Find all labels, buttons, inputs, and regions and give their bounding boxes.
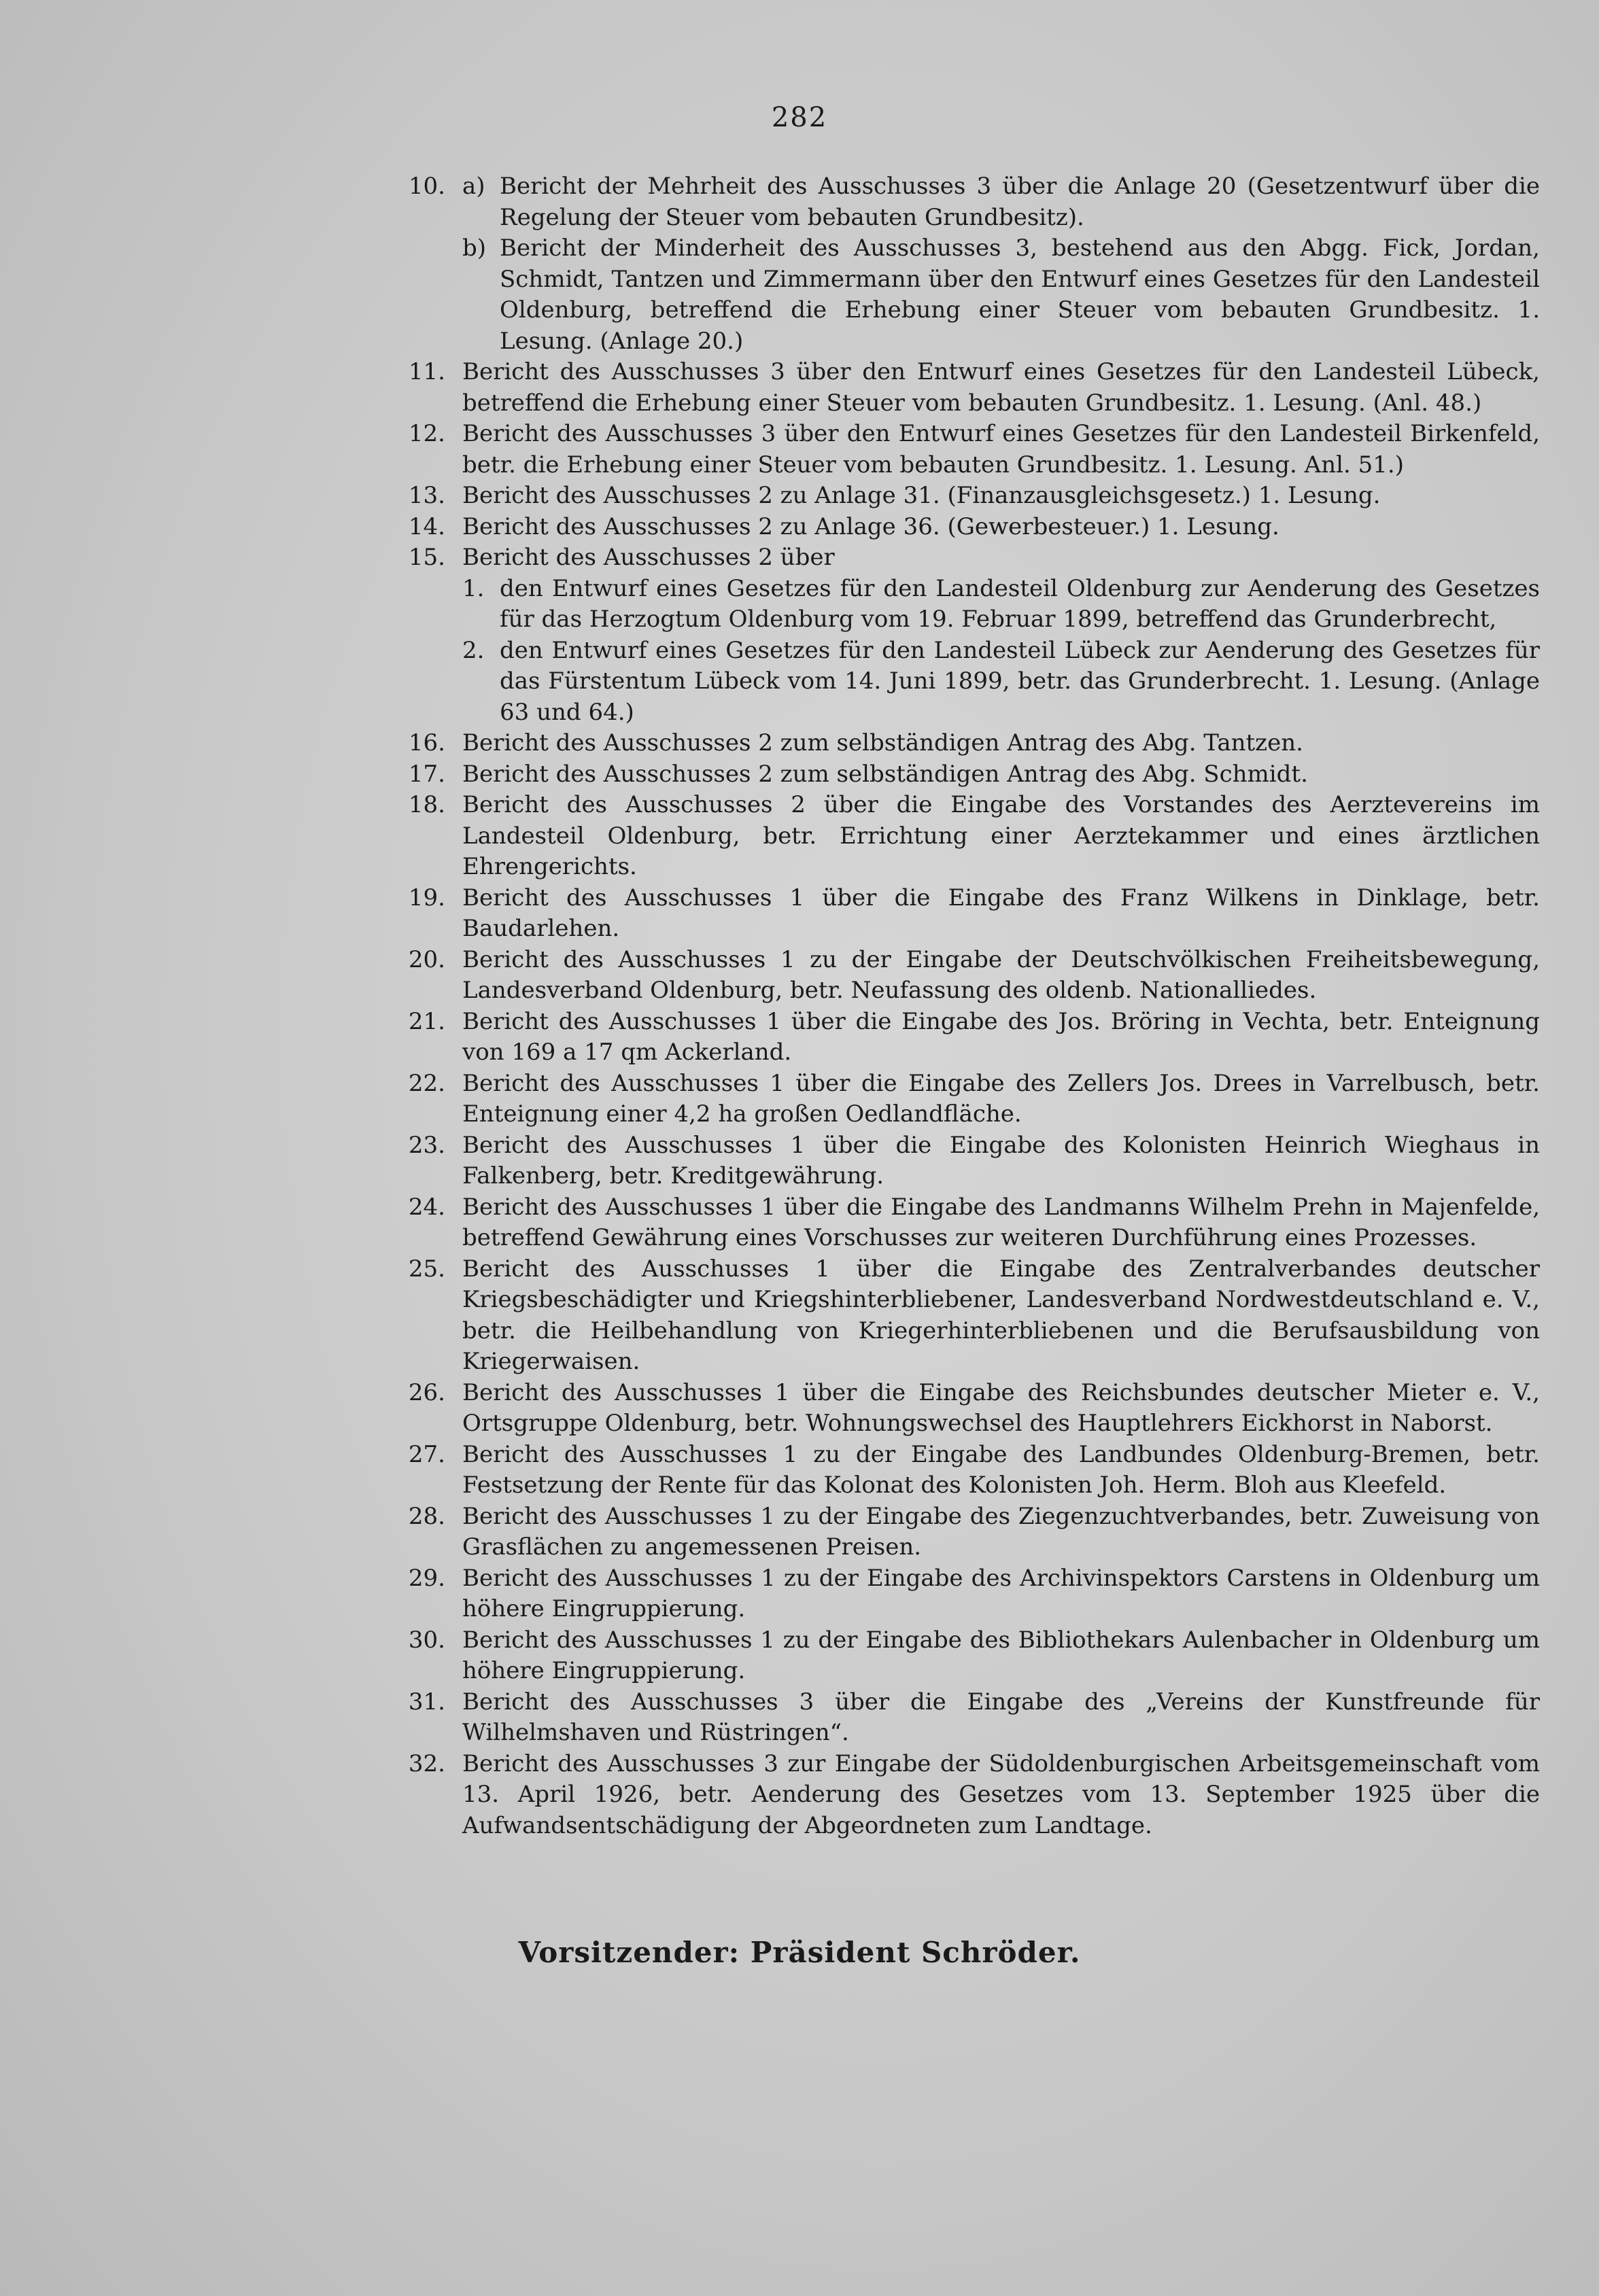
item-number: 17. — [408, 760, 445, 788]
agenda-item — [391, 1254, 1540, 1378]
item-number: 18. — [408, 791, 445, 818]
item-text: Bericht des Ausschusses 1 zu der Eingabe des Archivinspektors Carstens in Oldenburg um höhere Eingruppierung. — [462, 1564, 1540, 1622]
item-text: Bericht des Ausschusses 1 über die Eingabe des Reichsbundes deutscher Mieter e. V., Ortsgruppe Oldenburg, betr. Wohnungswechsel des Hauptlehrers Eickhorst in Naborst. — [462, 1378, 1540, 1437]
sub-item — [462, 171, 1540, 233]
item-text: Bericht des Ausschusses 2 zum selbständigen Antrag des Abg. Tantzen. — [462, 729, 1303, 756]
item-number: 21. — [408, 1007, 445, 1035]
agenda-item — [391, 542, 1540, 728]
item-number: 27. — [408, 1440, 445, 1468]
agenda-item — [391, 1749, 1540, 1842]
item-text: Bericht des Ausschusses 1 zu der Eingabe des Ziegenzuchtverbandes, betr. Zuweisung von Grasflächen zu angemessenen Preisen. — [462, 1502, 1540, 1561]
agenda-item — [391, 1068, 1540, 1130]
agenda-item — [391, 1007, 1540, 1068]
item-text: Bericht des Ausschusses 3 über die Eingabe des „Vereins der Kunstfreunde für Wilhelmshaven und Rüstringen“. — [462, 1688, 1540, 1746]
sub-item-text: den Entwurf eines Gesetzes für den Landesteil Oldenburg zur Aenderung des Gesetzes für das Herzogtum Oldenburg vom 19. Februar 1899, betreffend das Grunderbrecht, — [500, 574, 1540, 633]
sub-item-text: Bericht der Mehrheit des Ausschusses 3 über die Anlage 20 (Gesetzentwurf über die Regelung der Steuer vom bebauten Grundbesitz). — [500, 173, 1540, 231]
item-number: 29. — [408, 1564, 445, 1592]
item-text: Bericht des Ausschusses 1 über die Eingabe des Landmanns Wilhelm Prehn in Majenfelde, betreffend Gewährung eines Vorschusses zur weiteren Durchführung eines Prozesses. — [462, 1193, 1540, 1251]
item-text: Bericht des Ausschusses 1 zu der Eingabe des Landbundes Oldenburg-Bremen, betr. Festsetzung der Rente für das Kolonat des Kolonisten Joh. Herm. Bloh aus Kleefeld. — [462, 1440, 1540, 1499]
agenda-item — [391, 790, 1540, 883]
item-text: Bericht des Ausschusses 1 zu der Eingabe der Deutschvölkischen Freiheitsbewegung, Landesverband Oldenburg, betr. Neufassung des oldenb. Nationalliedes. — [462, 945, 1540, 1004]
sub-item — [462, 636, 1540, 729]
item-text: Bericht des Ausschusses 2 über die Eingabe des Vorstandes des Aerztevereins im Landesteil Oldenburg, betr. Errichtung einer Aerztekammer und eines ärztlichen Ehrengerichts. — [462, 791, 1540, 880]
item-text: Bericht des Ausschusses 2 zu Anlage 31. (Finanzausgleichsgesetz.) 1. Lesung. — [462, 482, 1381, 509]
agenda-item — [391, 945, 1540, 1007]
item-number: 19. — [408, 884, 445, 911]
item-text: Bericht des Ausschusses 1 über die Eingabe des Zentralverbandes deutscher Kriegsbeschädigter und Kriegshinterbliebener, Landesverband Nordwestdeutschland e. V., betr. die Heilbehandlung von Kriegerhinterbliebenen und die Berufsausbildung von Kriegerwaisen. — [462, 1255, 1540, 1375]
item-number: 25. — [408, 1255, 445, 1283]
agenda-item — [391, 481, 1540, 512]
item-text: Bericht des Ausschusses 1 über die Eingabe des Zellers Jos. Drees in Varrelbusch, betr. Enteignung einer 4,2 ha großen Oedlandfläche. — [462, 1069, 1540, 1128]
agenda-item — [391, 419, 1540, 481]
agenda-item — [391, 357, 1540, 419]
item-number: 12. — [408, 420, 445, 447]
item-number: 20. — [408, 945, 445, 973]
item-text: Bericht des Ausschusses 2 zu Anlage 36. (Gewerbesteuer.) 1. Lesung. — [462, 512, 1279, 540]
item-number: 16. — [408, 729, 445, 756]
item-number: 31. — [408, 1688, 445, 1716]
sub-item — [462, 233, 1540, 357]
item-number: 26. — [408, 1378, 445, 1406]
item-text: Bericht des Ausschusses 1 über die Eingabe des Jos. Bröring in Vechta, betr. Enteignung von 169 a 17 qm Ackerland. — [462, 1007, 1540, 1066]
sub-item-label: 1. — [462, 574, 485, 602]
item-number: 22. — [408, 1069, 445, 1097]
item-text: Bericht des Ausschusses 1 über die Eingabe des Franz Wilkens in Dinklage, betr. Baudarlehen. — [462, 884, 1540, 942]
agenda-item — [391, 171, 1540, 357]
item-text: Bericht des Ausschusses 3 über den Entwurf eines Gesetzes für den Landesteil Birkenfeld, betr. die Erhebung einer Steuer vom bebauten Grundbesitz. 1. Lesung. Anl. 51.) — [462, 420, 1540, 479]
sub-item-label: a) — [462, 173, 485, 200]
agenda-item — [391, 1192, 1540, 1254]
item-text: Bericht des Ausschusses 2 über — [462, 544, 835, 571]
agenda-item — [391, 1440, 1540, 1501]
agenda-item — [391, 759, 1540, 790]
agenda-item — [391, 1130, 1540, 1192]
agenda-item — [391, 1625, 1540, 1687]
item-text: Bericht des Ausschusses 2 zum selbständigen Antrag des Abg. Schmidt. — [462, 760, 1308, 788]
item-number: 24. — [408, 1193, 445, 1221]
item-number: 13. — [408, 482, 445, 509]
agenda-item — [391, 883, 1540, 945]
sub-item-label: 2. — [462, 636, 485, 664]
agenda-item — [391, 1687, 1540, 1749]
sub-item-text: Bericht der Minderheit des Ausschusses 3, bestehend aus den Abgg. Fick, Jordan, Schmidt, Tantzen und Zimmermann über den Entwurf eines Gesetzes für den Landesteil Oldenburg, betreffend die Erhebung einer Steuer vom bebauten Grundbesitz. 1. Lesung. (Anlage 20.) — [500, 234, 1540, 355]
agenda-item — [391, 1501, 1540, 1563]
item-text: Bericht des Ausschusses 1 über die Eingabe des Kolonisten Heinrich Wieghaus in Falkenberg, betr. Kreditgewährung. — [462, 1131, 1540, 1189]
item-text: Bericht des Ausschusses 1 zu der Eingabe des Bibliothekars Aulenbacher in Oldenburg um höhere Eingruppierung. — [462, 1626, 1540, 1684]
item-text: Bericht des Ausschusses 3 über den Entwurf eines Gesetzes für den Landesteil Lübeck, betreffend die Erhebung einer Steuer vom bebauten Grundbesitz. 1. Lesung. (Anl. 48.) — [462, 358, 1540, 417]
item-number: 14. — [408, 512, 445, 540]
item-number: 32. — [408, 1750, 445, 1777]
item-text: Bericht des Ausschusses 3 zur Eingabe der Südoldenburgischen Arbeitsgemeinschaft vom 13. April 1926, betr. Aenderung des Gesetzes vom 13. September 1925 über die Aufwandsentschädigung der Abgeordneten zum Landtage. — [462, 1750, 1540, 1839]
agenda-item — [391, 1378, 1540, 1440]
chair-line: Vorsitzender: Präsident Schröder. — [518, 1936, 1081, 1969]
agenda-item — [391, 728, 1540, 759]
agenda-item — [391, 1563, 1540, 1625]
agenda-item — [391, 512, 1540, 543]
sub-item — [462, 574, 1540, 636]
item-number: 15. — [408, 544, 445, 571]
item-number: 23. — [408, 1131, 445, 1159]
sub-item-text: den Entwurf eines Gesetzes für den Landesteil Lübeck zur Aenderung des Gesetzes für das Fürstentum Lübeck vom 14. Juni 1899, betr. das Grunderbrecht. 1. Lesung. (Anlage 63 und 64.) — [500, 636, 1540, 726]
item-number: 10. — [408, 173, 445, 200]
sub-item-label: b) — [462, 234, 487, 262]
item-number: 11. — [408, 358, 445, 385]
item-number: 28. — [408, 1502, 445, 1530]
page-number: 282 — [771, 102, 828, 133]
agenda-list — [391, 171, 1540, 1841]
item-number: 30. — [408, 1626, 445, 1654]
